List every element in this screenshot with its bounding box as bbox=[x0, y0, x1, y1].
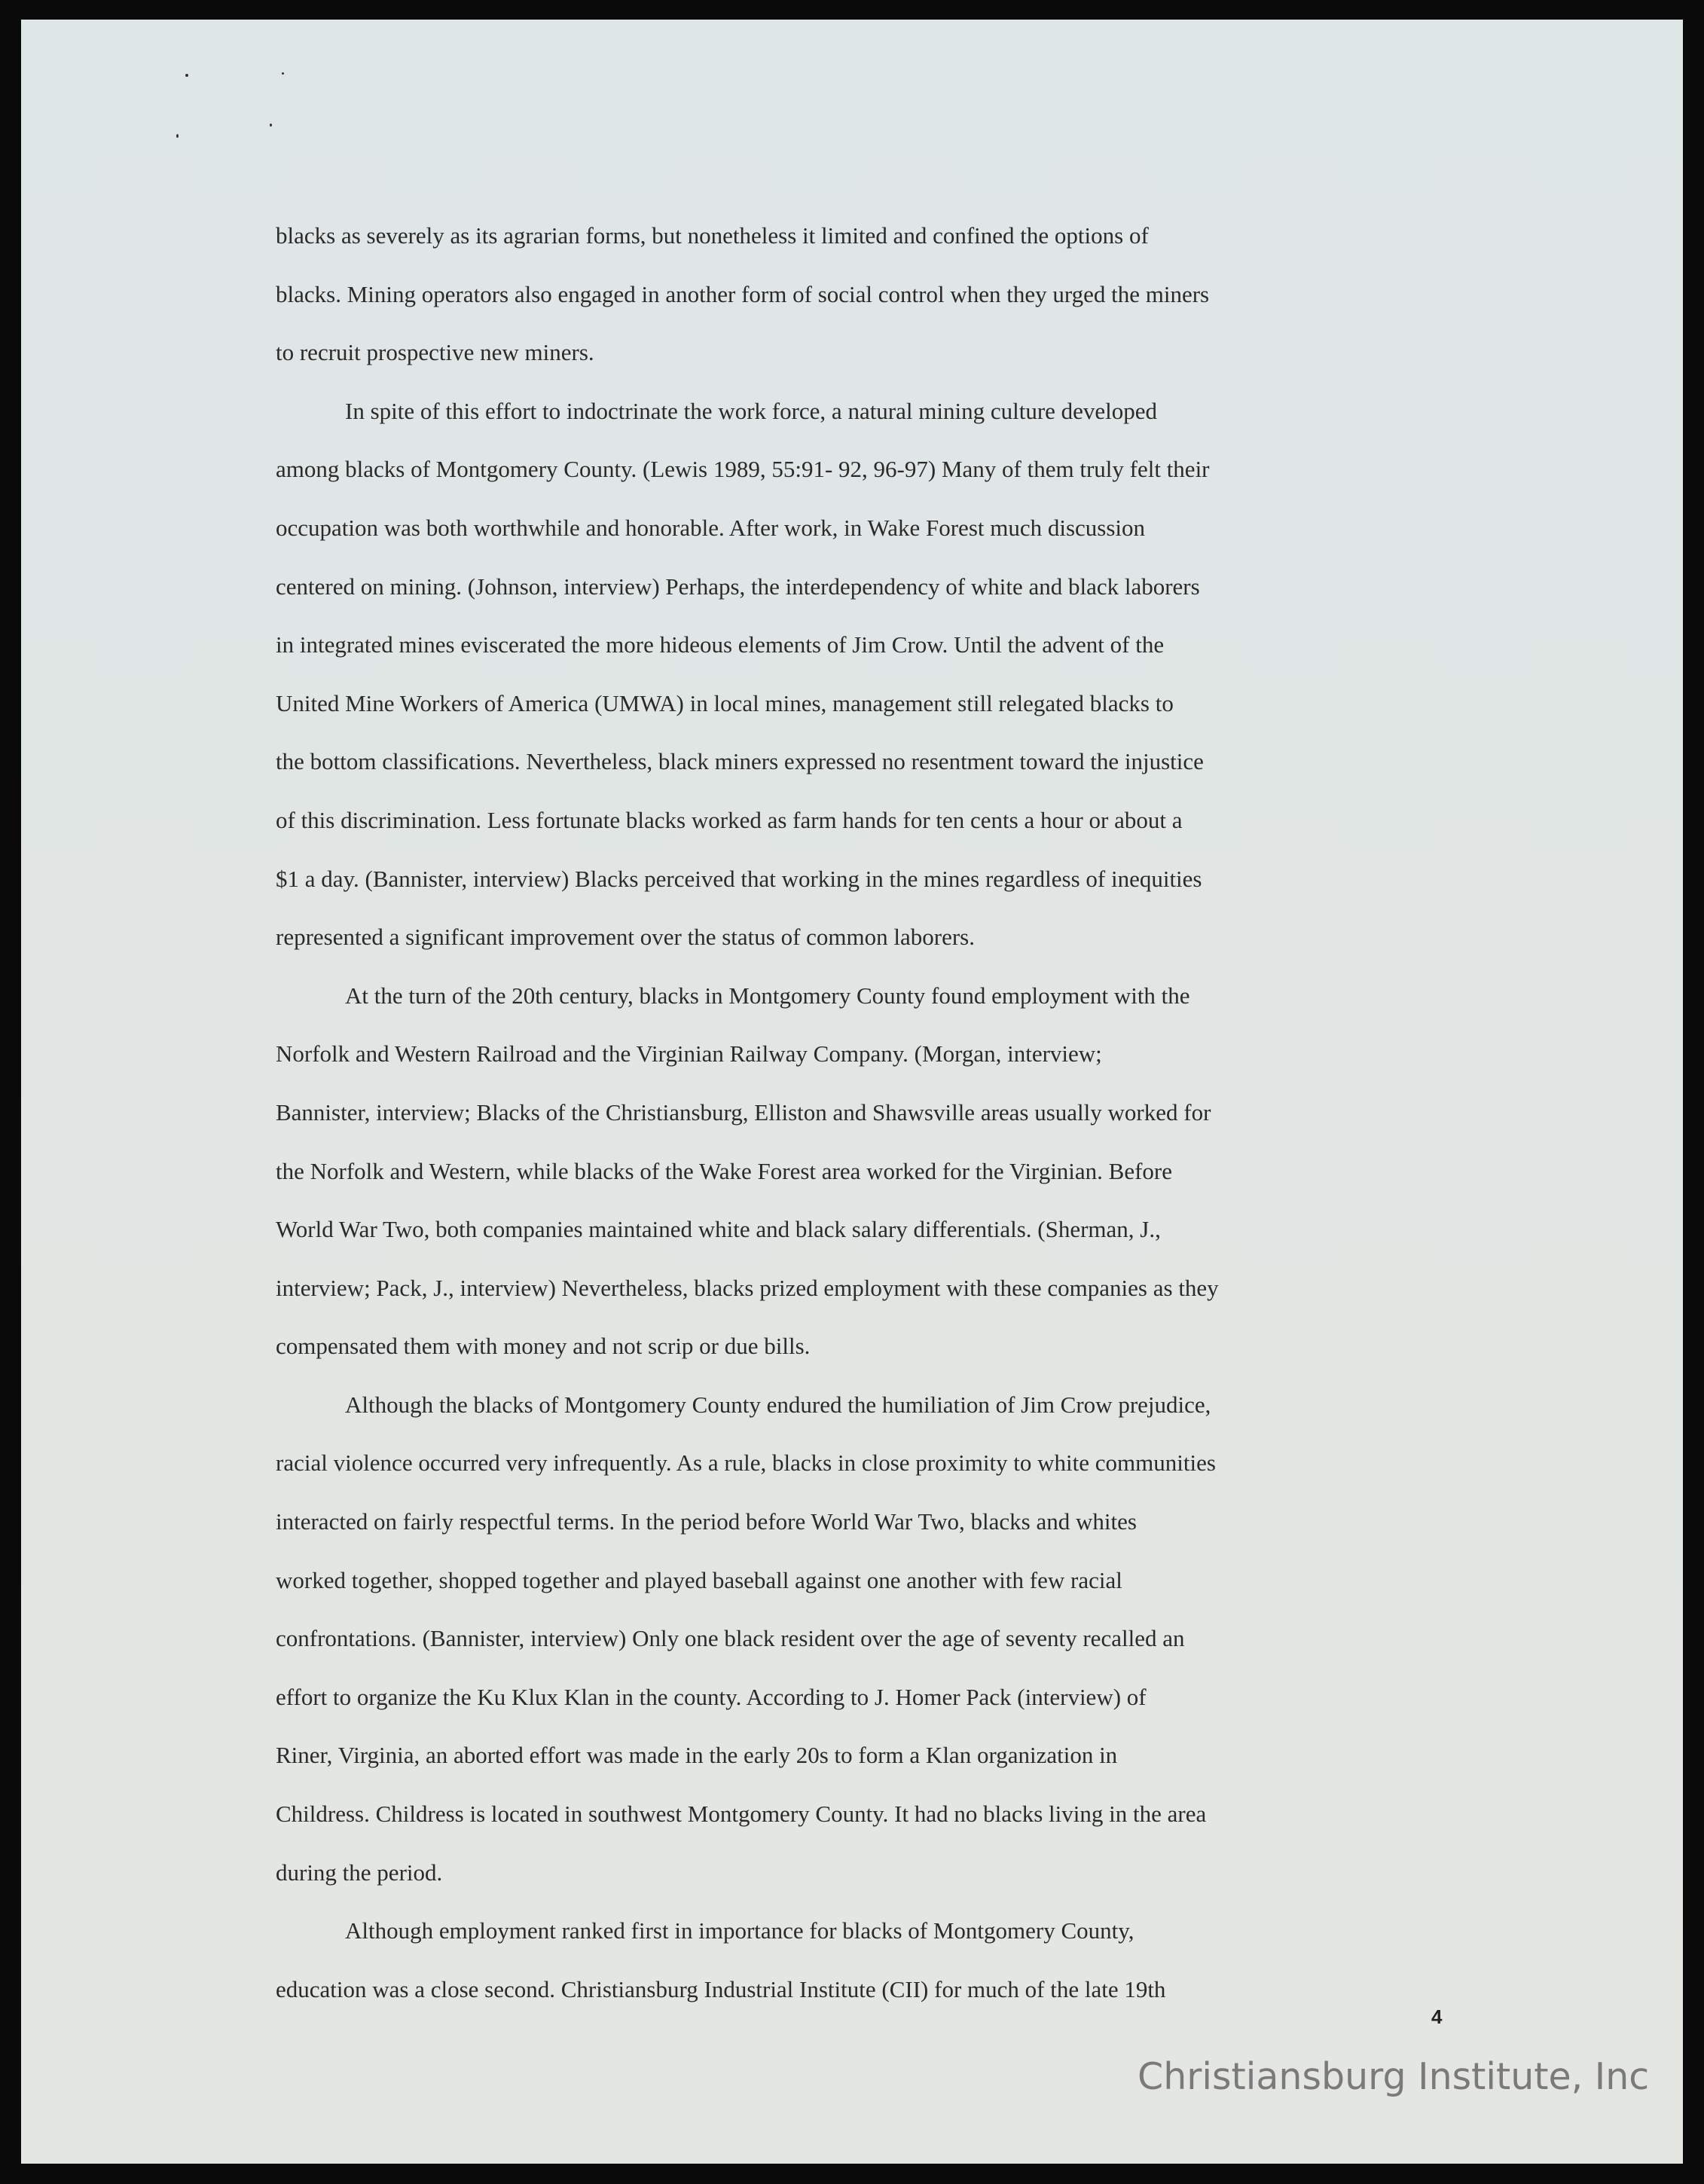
text-line: blacks. Mining operators also engaged in another form of social control when they urged the miners bbox=[276, 280, 1210, 307]
text-line: World War Two, both companies maintained white and black salary differentials. (Sherman, J., bbox=[276, 1216, 1161, 1243]
paper-speck bbox=[176, 134, 179, 138]
body-text bbox=[276, 206, 1473, 2018]
text-line: occupation was both worthwhile and honorable. After work, in Wake Forest much discussion bbox=[276, 514, 1146, 541]
text-line: Although the blacks of Montgomery County endured the humiliation of Jim Crow prejudice, bbox=[345, 1391, 1211, 1418]
document-page bbox=[21, 20, 1683, 2164]
text-line: worked together, shopped together and played baseball against one another with few racial bbox=[276, 1566, 1122, 1593]
text-line: In spite of this effort to indoctrinate the work force, a natural mining culture developed bbox=[345, 397, 1158, 424]
text-line: centered on mining. (Johnson, interview) Perhaps, the interdependency of white and black laborers bbox=[276, 573, 1200, 600]
text-line: among blacks of Montgomery County. (Lewis 1989, 55:91- 92, 96-97) Many of them truly felt their bbox=[276, 456, 1210, 483]
text-line: blacks as severely as its agrarian forms, but nonetheless it limited and confined the options of bbox=[276, 222, 1149, 249]
text-line: Norfolk and Western Railroad and the Virginian Railway Company. (Morgan, interview; bbox=[276, 1040, 1102, 1068]
text-line: to recruit prospective new miners. bbox=[276, 339, 594, 366]
text-line: United Mine Workers of America (UMWA) in local mines, management still relegated blacks to bbox=[276, 689, 1174, 716]
text-line: the bottom classifications. Nevertheless, black miners expressed no resentment toward the injustice bbox=[276, 748, 1204, 775]
text-line: interview; Pack, J., interview) Nevertheless, blacks prized employment with these companies as they bbox=[276, 1274, 1219, 1301]
text-line: effort to organize the Ku Klux Klan in the county. According to J. Homer Pack (interview) of bbox=[276, 1683, 1147, 1710]
text-line: compensated them with money and not scrip or due bills. bbox=[276, 1333, 811, 1360]
paper-speck bbox=[270, 124, 272, 127]
text-line: $1 a day. (Bannister, interview) Blacks perceived that working in the mines regardless of inequities bbox=[276, 865, 1202, 892]
text-line: Bannister, interview; Blacks of the Christiansburg, Elliston and Shawsville areas usually worked for bbox=[276, 1098, 1211, 1126]
text-line: racial violence occurred very infrequently. As a rule, blacks in close proximity to white communities bbox=[276, 1449, 1216, 1477]
text-line: Riner, Virginia, an aborted effort was made in the early 20s to form a Klan organization in bbox=[276, 1742, 1118, 1769]
text-line: in integrated mines eviscerated the more hideous elements of Jim Crow. Until the advent of the bbox=[276, 631, 1165, 658]
text-line: interacted on fairly respectful terms. In the period before World War Two, blacks and whites bbox=[276, 1508, 1137, 1535]
text-line: Childress. Childress is located in southwest Montgomery County. It had no blacks living in the area bbox=[276, 1801, 1207, 1828]
text-line: education was a close second. Christiansburg Industrial Institute (CII) for much of the late 19th bbox=[276, 1975, 1166, 2002]
paper-speck bbox=[282, 72, 284, 75]
watermark: Christiansburg Institute, Inc bbox=[1138, 2055, 1650, 2098]
text-line: Although employment ranked first in importance for blacks of Montgomery County, bbox=[345, 1917, 1134, 1944]
text-line: represented a significant improvement over the status of common laborers. bbox=[276, 924, 975, 951]
text-line: the Norfolk and Western, while blacks of the Wake Forest area worked for the Virginian. Before bbox=[276, 1157, 1173, 1184]
paper-speck bbox=[185, 74, 188, 77]
text-line: of this discrimination. Less fortunate blacks worked as farm hands for ten cents a hour or about a bbox=[276, 806, 1183, 833]
page-number: 4 bbox=[1431, 2005, 1443, 2028]
text-line: during the period. bbox=[276, 1859, 443, 1886]
text-line: At the turn of the 20th century, blacks in Montgomery County found employment with the bbox=[345, 982, 1190, 1009]
text-line: confrontations. (Bannister, interview) Only one black resident over the age of seventy recalled an bbox=[276, 1625, 1185, 1652]
